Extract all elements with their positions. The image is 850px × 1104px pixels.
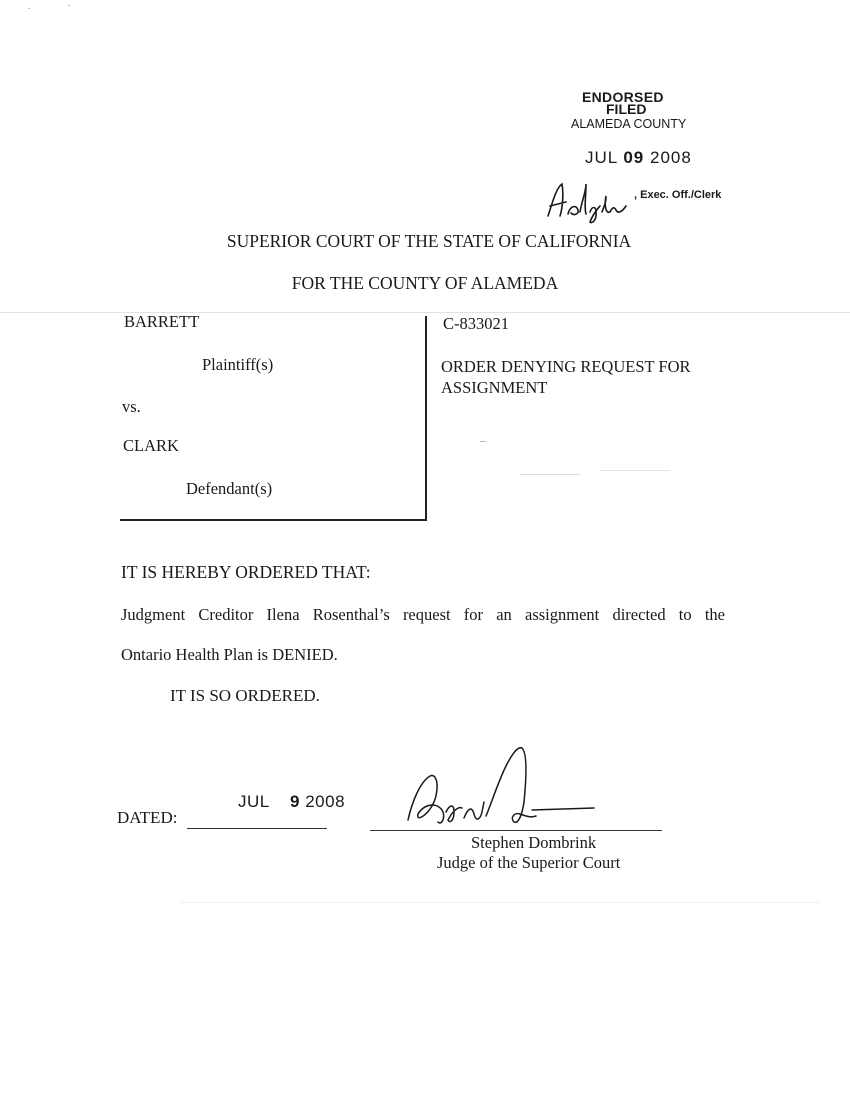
scan-speck	[28, 8, 30, 9]
stamp-date-year: 2008	[650, 148, 692, 167]
defendant-name: CLARK	[123, 436, 179, 455]
order-closing: IT IS SO ORDERED.	[170, 686, 320, 705]
stamp-date	[585, 148, 692, 168]
order-body-line1: Judgment Creditor Ilena Rosenthal’s request for an assignment directed to the	[121, 605, 725, 624]
clerk-title: , Exec. Off./Clerk	[634, 189, 722, 201]
stamp-date-month: JUL	[585, 148, 618, 167]
scan-speck	[480, 441, 486, 442]
dated-stamp-day: 9	[290, 792, 300, 811]
dated-stamp	[238, 792, 345, 812]
judge-signature	[402, 742, 602, 839]
caption-underline	[120, 519, 426, 521]
scan-speck	[68, 5, 70, 6]
dated-stamp-month: JUL	[238, 792, 270, 811]
versus-label: vs.	[122, 397, 141, 416]
plaintiff-label: Plaintiff(s)	[202, 355, 274, 374]
dated-underline	[187, 828, 327, 829]
court-county: FOR THE COUNTY OF ALAMEDA	[291, 273, 559, 293]
stamp-endorsed: ENDORSED	[582, 89, 664, 105]
document-title-line1: ORDER DENYING REQUEST FOR	[441, 357, 691, 376]
order-body-line2: Ontario Health Plan is DENIED.	[121, 645, 338, 664]
dated-label: DATED:	[117, 808, 178, 827]
plaintiff-name: BARRETT	[124, 312, 200, 331]
order-intro: IT IS HEREBY ORDERED THAT:	[121, 562, 371, 582]
signature-line	[370, 830, 662, 831]
judge-title: Judge of the Superior Court	[437, 853, 621, 872]
scan-speck	[520, 474, 580, 475]
scan-speck	[600, 470, 670, 471]
stamp-county: ALAMEDA COUNTY	[571, 117, 687, 131]
stamp-filed: FILED	[606, 101, 647, 117]
scan-artifact-line	[180, 902, 820, 903]
caption-divider	[425, 316, 427, 521]
case-number: C-833021	[443, 314, 509, 333]
defendant-label: Defendant(s)	[186, 479, 273, 498]
stamp-date-day: 09	[623, 148, 645, 167]
document-title-line2: ASSIGNMENT	[441, 378, 548, 397]
judge-name: Stephen Dombrink	[471, 833, 597, 852]
dated-stamp-year: 2008	[305, 792, 346, 811]
court-title: SUPERIOR COURT OF THE STATE OF CALIFORNIA	[226, 231, 632, 251]
clerk-signature	[540, 176, 640, 229]
